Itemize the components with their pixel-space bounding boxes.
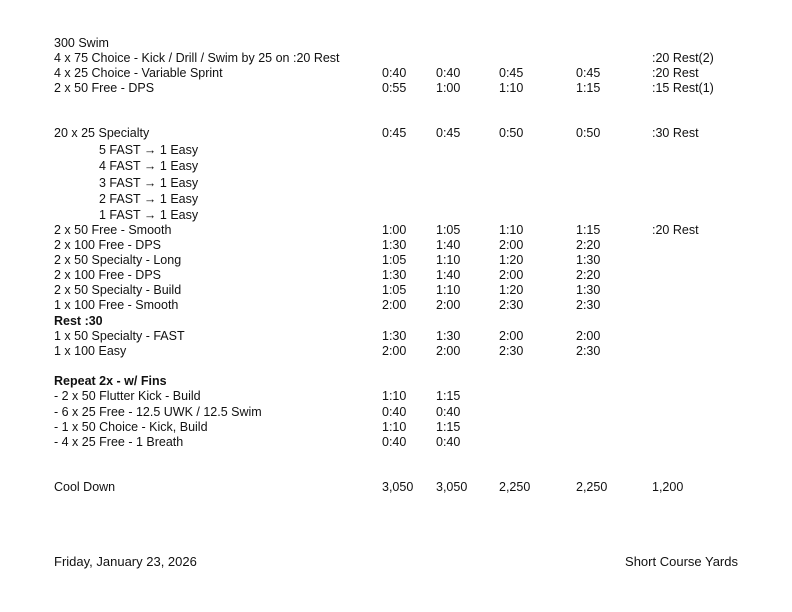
interval-col-2: 1:10: [436, 283, 461, 297]
interval-col-2: 1:15: [436, 389, 461, 403]
interval-col-1: 0:40: [382, 435, 407, 449]
interval-col-3: 2:00: [499, 268, 524, 282]
sub-set-label: 4 FAST → 1 Easy: [99, 159, 199, 173]
set-description: 2 x 100 Free - DPS: [54, 268, 161, 282]
workout-row: [0, 435, 792, 450]
interval-col-5: :15 Rest(1): [652, 81, 714, 95]
interval-col-1: 0:45: [382, 126, 407, 140]
workout-row: [0, 389, 792, 404]
sub-set-row: [0, 192, 792, 207]
workout-row: [0, 298, 792, 313]
workout-row: [0, 405, 792, 420]
section-heading: Repeat 2x - w/ Fins: [54, 374, 167, 388]
interval-col-3: 1:10: [499, 81, 524, 95]
interval-col-4: 2:30: [576, 298, 601, 312]
sub-set-label: 3 FAST → 1 Easy: [99, 176, 199, 190]
interval-col-3: 2:00: [499, 329, 524, 343]
interval-col-4: 1:30: [576, 283, 601, 297]
sub-set-row: [0, 143, 792, 158]
interval-col-3: 2:00: [499, 238, 524, 252]
interval-col-2: 1:40: [436, 238, 461, 252]
interval-col-5: :20 Rest: [652, 223, 699, 237]
interval-col-2: 1:40: [436, 268, 461, 282]
set-description: - 6 x 25 Free - 12.5 UWK / 12.5 Swim: [54, 405, 262, 419]
sub-set-label: 1 FAST → 1 Easy: [99, 208, 199, 222]
interval-col-1: 0:40: [382, 405, 407, 419]
workout-row: [0, 223, 792, 238]
set-description: - 4 x 25 Free - 1 Breath: [54, 435, 184, 449]
interval-col-1: 1:05: [382, 283, 407, 297]
section-heading-row: [0, 374, 792, 389]
workout-row: [0, 36, 792, 51]
section-heading: Rest :30: [54, 314, 103, 328]
section-heading-row: [0, 314, 792, 329]
interval-col-2: 2:00: [436, 344, 461, 358]
workout-row: [0, 126, 792, 141]
workout-row: [0, 66, 792, 81]
set-description: 2 x 50 Specialty - Build: [54, 283, 182, 297]
footer-course: Short Course Yards: [625, 554, 738, 569]
interval-col-1: 1:10: [382, 420, 407, 434]
set-description: 2 x 50 Free - DPS: [54, 81, 155, 95]
interval-col-3: 2,250: [499, 480, 531, 494]
interval-col-1: 0:40: [382, 66, 407, 80]
set-description: 2 x 100 Free - DPS: [54, 238, 161, 252]
interval-col-3: 1:10: [499, 223, 524, 237]
interval-col-2: 0:40: [436, 405, 461, 419]
interval-col-2: 3,050: [436, 480, 468, 494]
workout-row: [0, 480, 792, 495]
interval-col-4: 2:30: [576, 344, 601, 358]
interval-col-4: 0:45: [576, 66, 601, 80]
workout-row: [0, 81, 792, 96]
interval-col-3: 1:20: [499, 283, 524, 297]
interval-col-2: 2:00: [436, 298, 461, 312]
set-description: 2 x 50 Free - Smooth: [54, 223, 172, 237]
interval-col-3: 0:50: [499, 126, 524, 140]
interval-col-4: 1:30: [576, 253, 601, 267]
interval-col-1: 1:10: [382, 389, 407, 403]
workout-row: [0, 344, 792, 359]
set-description: 1 x 50 Specialty - FAST: [54, 329, 185, 343]
sub-set-row: [0, 176, 792, 191]
set-description: - 1 x 50 Choice - Kick, Build: [54, 420, 208, 434]
set-description: 300 Swim: [54, 36, 109, 50]
sub-set-label: 2 FAST → 1 Easy: [99, 192, 199, 206]
workout-row: [0, 51, 792, 66]
footer-date: Friday, January 23, 2026: [54, 554, 197, 569]
set-description: 4 x 25 Choice - Variable Sprint: [54, 66, 223, 80]
interval-col-3: 2:30: [499, 344, 524, 358]
interval-col-1: 2:00: [382, 298, 407, 312]
interval-col-1: 1:30: [382, 329, 407, 343]
interval-col-1: 1:00: [382, 223, 407, 237]
interval-col-2: 0:40: [436, 66, 461, 80]
interval-col-4: 2,250: [576, 480, 608, 494]
interval-col-5: :20 Rest(2): [652, 51, 714, 65]
interval-col-4: 2:20: [576, 268, 601, 282]
interval-col-2: 1:15: [436, 420, 461, 434]
interval-col-1: 2:00: [382, 344, 407, 358]
interval-col-2: 1:05: [436, 223, 461, 237]
interval-col-1: 1:30: [382, 268, 407, 282]
workout-row: [0, 253, 792, 268]
workout-row: [0, 268, 792, 283]
interval-col-1: 3,050: [382, 480, 414, 494]
interval-col-2: 1:00: [436, 81, 461, 95]
interval-col-4: 1:15: [576, 81, 601, 95]
set-description: - 2 x 50 Flutter Kick - Build: [54, 389, 201, 403]
set-description: 2 x 50 Specialty - Long: [54, 253, 182, 267]
interval-col-5: 1,200: [652, 480, 684, 494]
interval-col-1: 1:05: [382, 253, 407, 267]
set-description: 20 x 25 Specialty: [54, 126, 150, 140]
sub-set-row: [0, 208, 792, 223]
interval-col-2: 1:10: [436, 253, 461, 267]
interval-col-3: 1:20: [499, 253, 524, 267]
interval-col-4: 2:00: [576, 329, 601, 343]
interval-col-5: :20 Rest: [652, 66, 699, 80]
interval-col-2: 0:40: [436, 435, 461, 449]
interval-col-5: :30 Rest: [652, 126, 699, 140]
sub-set-row: [0, 159, 792, 174]
interval-col-2: 1:30: [436, 329, 461, 343]
interval-col-3: 0:45: [499, 66, 524, 80]
workout-row: [0, 329, 792, 344]
workout-row: [0, 238, 792, 253]
set-description: 1 x 100 Easy: [54, 344, 127, 358]
interval-col-2: 0:45: [436, 126, 461, 140]
set-description: 4 x 75 Choice - Kick / Drill / Swim by 25 on :20 Rest: [54, 51, 340, 65]
interval-col-3: 2:30: [499, 298, 524, 312]
interval-col-1: 1:30: [382, 238, 407, 252]
interval-col-1: 0:55: [382, 81, 407, 95]
interval-col-4: 2:20: [576, 238, 601, 252]
set-description: 1 x 100 Free - Smooth: [54, 298, 179, 312]
workout-row: [0, 283, 792, 298]
workout-row: [0, 420, 792, 435]
set-description: Cool Down: [54, 480, 116, 494]
interval-col-4: 1:15: [576, 223, 601, 237]
sub-set-label: 5 FAST → 1 Easy: [99, 143, 199, 157]
interval-col-4: 0:50: [576, 126, 601, 140]
